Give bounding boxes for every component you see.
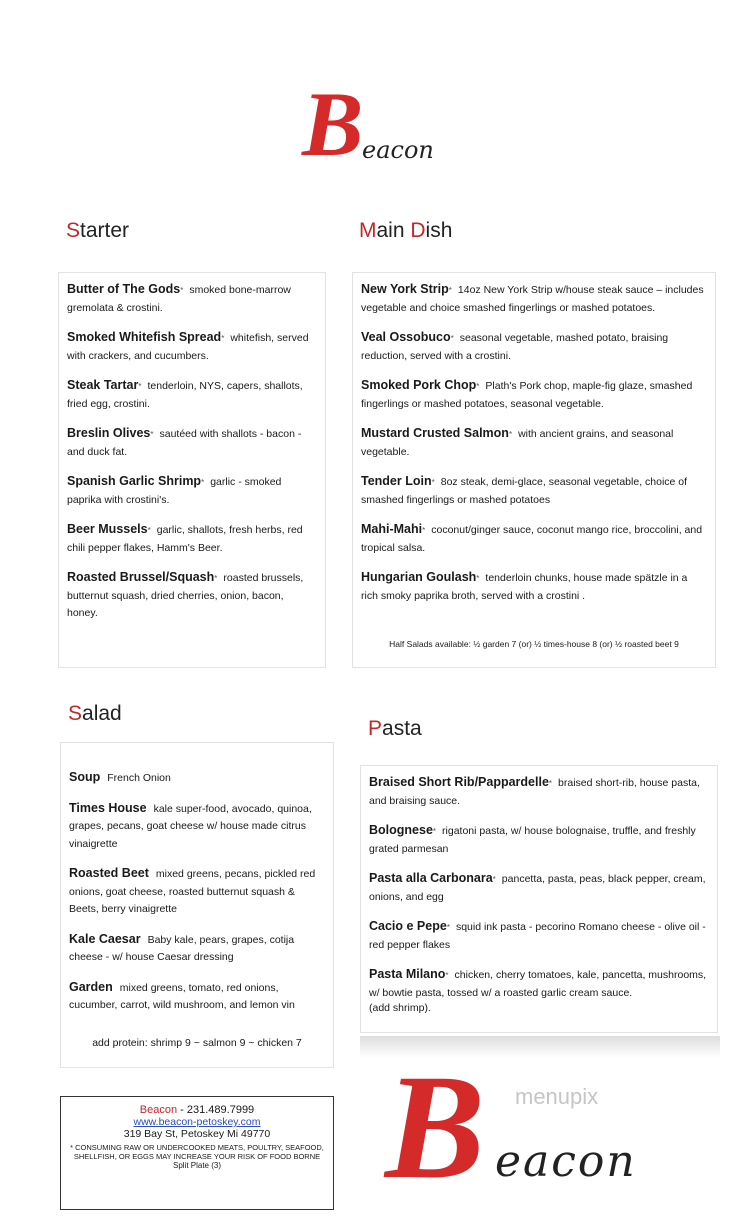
menu-item xyxy=(69,800,325,853)
menu-item xyxy=(67,329,317,364)
item-description: squid ink pasta - pecorino Romano cheese - olive oil - red pepper flakes xyxy=(369,921,706,951)
item-name: Bolognese xyxy=(369,823,433,837)
item-description: mixed greens, pecans, pickled red onions, goat cheese, roasted butternut squash & Beets, berry vinaigrette xyxy=(69,868,316,915)
logo-rest: eacon xyxy=(362,136,434,164)
beacon-logo-top xyxy=(302,73,434,175)
main-dish-heading xyxy=(359,219,452,243)
item-name: Soup xyxy=(69,770,101,784)
item-name: Smoked Whitefish Spread xyxy=(67,330,222,344)
item-description: 8oz steak, demi-glace, seasonal vegetable, choice of smashed fingerlings or mashed potatoes xyxy=(361,476,688,506)
item-description: kale super-food, avocado, quinoa, grapes, pecans, goat cheese w/ house made citrus vinaigrette xyxy=(69,802,312,850)
item-description: coconut/ginger sauce, coconut mango rice, broccolini, and tropical salsa. xyxy=(361,524,703,554)
item-name: Hungarian Goulash xyxy=(361,570,477,584)
item-name: Times House xyxy=(69,800,147,815)
phone: - 231.489.7999 xyxy=(177,1104,255,1116)
item-description: rigatoni pasta, w/ house bolognaise, truffle, and freshly grated parmesan xyxy=(369,825,696,855)
raw-warning-asterisk: * xyxy=(492,875,496,884)
heading-rest: alad xyxy=(82,702,122,725)
logo-initial: B xyxy=(385,1044,486,1210)
menu-item xyxy=(361,377,707,412)
raw-warning-asterisk: * xyxy=(476,574,480,583)
raw-warning-asterisk: * xyxy=(150,430,154,439)
item-description: tenderloin chunks, house made spätzle in a rich smoky paprika broth, served with a crostini . xyxy=(361,572,688,602)
menu-item xyxy=(361,281,707,316)
menu-item xyxy=(361,425,707,460)
watermark: menupix xyxy=(515,1084,599,1109)
item-name: Beer Mussels xyxy=(67,522,148,536)
item-name: Butter of The Gods xyxy=(67,282,181,296)
salad-section xyxy=(60,742,334,1068)
raw-warning-asterisk: * xyxy=(450,334,454,343)
item-name: Cacio e Pepe xyxy=(369,919,447,933)
item-description: garlic, shallots, fresh herbs, red chili pepper flakes, Hamm's Beer. xyxy=(67,524,303,554)
starter-heading xyxy=(66,219,129,243)
item-description: seasonal vegetable, mashed potato, braising reduction, served with a crostini. xyxy=(361,332,669,362)
item-name: Mahi-Mahi xyxy=(361,522,423,536)
menu-item xyxy=(67,425,317,460)
logo-initial: B xyxy=(302,73,364,175)
item-name: Pasta Milano xyxy=(369,967,446,981)
raw-warning-asterisk: * xyxy=(221,334,225,343)
restaurant-name: Beacon xyxy=(139,1104,178,1116)
menu-item xyxy=(369,870,709,905)
menu-item xyxy=(69,979,325,1014)
raw-warning-asterisk: * xyxy=(147,526,151,535)
menu-item xyxy=(361,329,707,364)
website-link[interactable]: www.beacon-petoskey.com xyxy=(133,1116,261,1128)
menu-item xyxy=(361,473,707,508)
raw-warning-asterisk: * xyxy=(448,286,452,295)
item-name: Veal Ossobuco xyxy=(361,330,451,344)
heading-initial: M xyxy=(359,219,377,242)
raw-warning-asterisk: * xyxy=(431,478,435,487)
item-name: Spanish Garlic Shrimp xyxy=(67,474,202,488)
raw-food-warning: * CONSUMING RAW OR UNDERCOOKED MEATS, POULTRY, SEAFOOD, SHELLFISH, OR EGGS MAY INCREASE YOUR RISK OF FOOD BORNE xyxy=(70,1143,324,1161)
raw-warning-asterisk: * xyxy=(432,827,437,836)
item-description: sautéed with shallots - bacon - and duck fat. xyxy=(67,428,302,458)
menu-item xyxy=(369,918,709,953)
item-description: French Onion xyxy=(107,772,171,784)
pasta-section xyxy=(360,765,718,1033)
item-description: garlic - smoked paprika with crostini's. xyxy=(67,476,282,506)
raw-warning-asterisk: * xyxy=(214,574,218,583)
heading-initial: D xyxy=(410,219,426,242)
menu-item xyxy=(369,822,709,857)
item-description: tenderloin, NYS, capers, shallots, fried egg, crostini. xyxy=(67,380,303,410)
menu-item xyxy=(361,521,707,556)
section-note: add protein: shrimp 9 ~ salmon 9 ~ chicken 7 xyxy=(92,1037,302,1049)
raw-warning-asterisk: * xyxy=(476,382,480,391)
menu-item xyxy=(69,769,325,787)
item-name: Mustard Crusted Salmon xyxy=(361,426,509,440)
menu-item xyxy=(67,473,317,508)
pasta-heading xyxy=(368,717,422,741)
heading-rest: ish xyxy=(425,219,453,242)
menu-item xyxy=(67,281,317,316)
menu-item xyxy=(369,966,709,1017)
item-description: mixed greens, tomato, red onions, cucumber, carrot, wild mushroom, and lemon vin xyxy=(69,981,295,1011)
heading-rest: ain xyxy=(376,219,411,242)
raw-warning-asterisk: * xyxy=(508,430,513,439)
heading-initial: P xyxy=(368,717,383,740)
heading-initial: S xyxy=(66,219,81,242)
raw-warning-asterisk: * xyxy=(446,923,450,932)
item-name: New York Strip xyxy=(361,282,449,296)
item-name: Breslin Olives xyxy=(67,426,151,440)
item-name: Tender Loin xyxy=(361,474,432,488)
salad-heading xyxy=(68,702,122,726)
beacon-logo-bottom xyxy=(385,1044,637,1210)
heading-rest: asta xyxy=(382,717,422,740)
address: 319 Bay St, Petoskey Mi 49770 xyxy=(123,1128,271,1140)
contact-phone-line xyxy=(61,1104,333,1116)
item-description: pancetta, pasta, peas, black pepper, cream, onions, and egg xyxy=(369,873,706,903)
contact-box xyxy=(60,1096,334,1210)
item-description: with ancient grains, and seasonal vegetable. xyxy=(361,428,674,458)
item-name: Roasted Beet xyxy=(69,866,149,880)
raw-warning-asterisk: * xyxy=(422,526,426,535)
item-description: Baby kale, pears, grapes, cotija cheese - w/ house Caesar dressing xyxy=(69,933,295,963)
item-name: Garden xyxy=(69,979,113,994)
item-description: chicken, cherry tomatoes, kale, pancetta, mushrooms, w/ bowtie pasta, tossed w/ a roasted garlic cream sauce. xyxy=(369,969,707,999)
raw-warning-asterisk: * xyxy=(201,478,205,487)
item-description: whitefish, served with crackers, and cucumbers. xyxy=(67,332,309,362)
item-description: braised short-rib, house pasta, and braising sauce. xyxy=(369,777,700,807)
main-dish-section xyxy=(352,272,716,668)
menu-item xyxy=(69,931,325,966)
menu-item xyxy=(67,521,317,556)
raw-warning-asterisk: * xyxy=(138,382,142,391)
menu-item xyxy=(69,865,325,918)
item-name: Steak Tartar xyxy=(67,378,139,392)
logo-rest: eacon xyxy=(495,1136,637,1187)
heading-initial: S xyxy=(68,702,83,725)
item-description: 14oz New York Strip w/house steak sauce – includes vegetable and choice smashed fingerlings or mashed potatoes. xyxy=(361,284,704,314)
item-name: Pasta alla Carbonara xyxy=(369,871,493,885)
raw-warning-asterisk: * xyxy=(180,286,184,295)
item-description: smoked bone-marrow gremolata & crostini. xyxy=(67,284,291,314)
raw-warning-asterisk: * xyxy=(445,971,449,980)
section-note: Half Salads available: ½ garden 7 (or) ½ times-house 8 (or) ½ roasted beet 9 xyxy=(389,639,679,649)
menu-item xyxy=(361,569,707,604)
menu-item xyxy=(369,774,709,809)
raw-warning-asterisk: * xyxy=(548,779,553,788)
item-name: Braised Short Rib/Pappardelle xyxy=(369,775,549,789)
starter-section xyxy=(58,272,326,668)
heading-rest: tarter xyxy=(80,219,130,242)
item-description: Plath's Pork chop, maple-fig glaze, smashed fingerlings or mashed potatoes, seasonal vegetable. xyxy=(361,380,693,410)
item-description: roasted brussels, butternut squash, dried cherries, onion, bacon, honey. xyxy=(67,572,304,619)
split-plate-note: Split Plate (3) xyxy=(172,1161,222,1170)
item-name: Roasted Brussel/Squash xyxy=(67,570,215,584)
item-name: Kale Caesar xyxy=(69,931,141,946)
menu-item xyxy=(67,569,317,622)
item-extra: (add shrimp). xyxy=(369,1002,431,1014)
menu-item xyxy=(67,377,317,412)
item-name: Smoked Pork Chop xyxy=(361,378,477,392)
